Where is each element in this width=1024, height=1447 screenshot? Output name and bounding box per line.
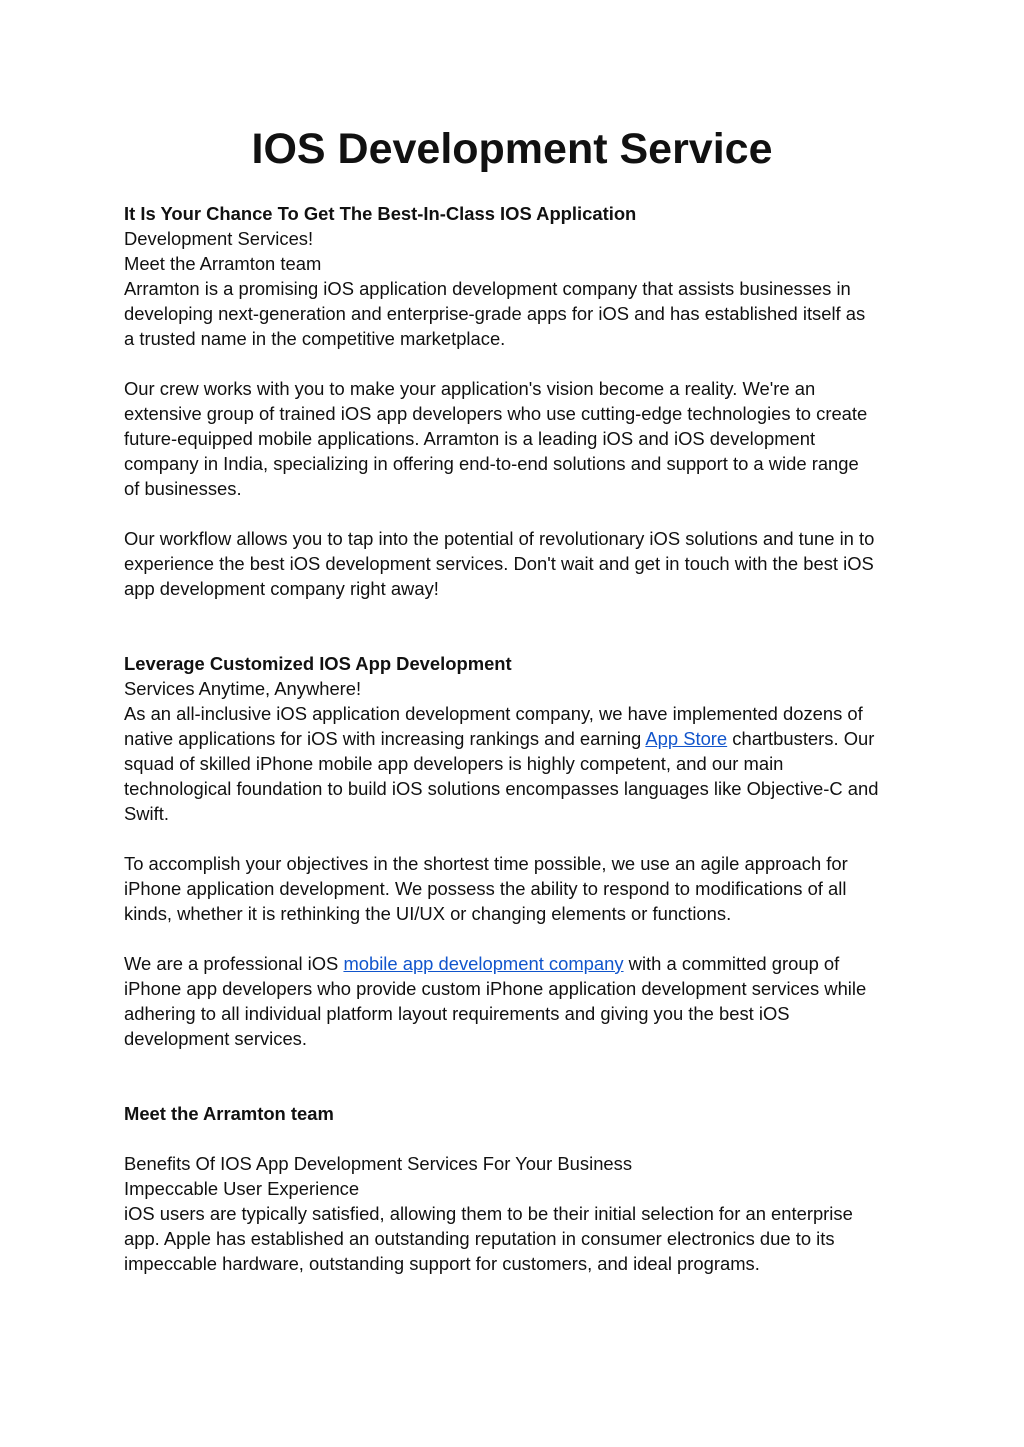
paragraph-gap — [124, 501, 914, 526]
section-heading: It Is Your Chance To Get The Best-In-Class IOS Application — [124, 203, 637, 224]
text-line-with-link — [124, 951, 914, 976]
text-fragment: We are a professional iOS — [124, 953, 344, 974]
text-line: Impeccable User Experience — [124, 1178, 360, 1199]
text-line: As an all-inclusive iOS application development company, we have implemented dozens of — [124, 703, 863, 724]
text-fragment: native applications for iOS with increasing rankings and earning — [124, 728, 646, 749]
section-gap — [124, 1051, 914, 1101]
mobile-app-development-link[interactable]: mobile app development company — [343, 953, 624, 974]
text-line: adhering to all individual platform layout requirements and giving you the best iOS — [124, 1003, 790, 1024]
text-line: development services. — [124, 1028, 307, 1049]
text-fragment: chartbusters. Our — [727, 728, 875, 749]
text-line: technological foundation to build iOS solutions encompasses languages like Objective-C and — [124, 778, 879, 799]
text-line: company in India, specializing in offering end-to-end solutions and support to a wide range — [124, 453, 859, 474]
text-line: a trusted name in the competitive marketplace. — [124, 328, 506, 349]
text-line: squad of skilled iPhone mobile app developers is highly competent, and our main — [124, 753, 784, 774]
paragraph-gap — [124, 926, 914, 951]
document-body — [124, 201, 914, 1276]
text-line: future-equipped mobile applications. Arramton is a leading iOS and iOS development — [124, 428, 816, 449]
text-line: extensive group of trained iOS app developers who use cutting-edge technologies to create — [124, 403, 868, 424]
text-line: Development Services! — [124, 228, 314, 249]
section-heading: Meet the Arramton team — [124, 1103, 334, 1124]
text-line: Swift. — [124, 803, 169, 824]
app-store-link[interactable]: App Store — [645, 728, 728, 749]
text-line-with-link — [124, 726, 914, 751]
text-line: Meet the Arramton team — [124, 253, 322, 274]
text-line: developing next-generation and enterprise-grade apps for iOS and has established itself as — [124, 303, 866, 324]
text-line: kinds, whether it is rethinking the UI/UX or changing elements or functions. — [124, 903, 732, 924]
text-line: iPhone application development. We possess the ability to respond to modifications of all — [124, 878, 847, 899]
text-line: Our crew works with you to make your application's vision become a reality. We're an — [124, 378, 816, 399]
text-line: To accomplish your objectives in the shortest time possible, we use an agile approach for — [124, 853, 848, 874]
page-title: IOS Development Service — [251, 125, 773, 173]
text-line: Benefits Of IOS App Development Services For Your Business — [124, 1153, 633, 1174]
paragraph-gap — [124, 351, 914, 376]
text-line: impeccable hardware, outstanding support for customers, and ideal programs. — [124, 1253, 760, 1274]
text-line: app. Apple has established an outstanding reputation in consumer electronics due to its — [124, 1228, 835, 1249]
text-line: iPhone app developers who provide custom iPhone application development services while — [124, 978, 867, 999]
text-line: Our workflow allows you to tap into the potential of revolutionary iOS solutions and tune in to — [124, 528, 875, 549]
text-line: Arramton is a promising iOS application development company that assists businesses in — [124, 278, 851, 299]
section-heading: Leverage Customized IOS App Development — [124, 653, 512, 674]
text-line: Services Anytime, Anywhere! — [124, 678, 362, 699]
paragraph-gap — [124, 1126, 914, 1151]
text-fragment: with a committed group of — [623, 953, 840, 974]
section-gap — [124, 601, 914, 651]
text-line: app development company right away! — [124, 578, 439, 599]
paragraph-gap — [124, 826, 914, 851]
text-line: of businesses. — [124, 478, 242, 499]
text-line: experience the best iOS development services. Don't wait and get in touch with the best iOS — [124, 553, 874, 574]
text-line: iOS users are typically satisfied, allowing them to be their initial selection for an enterprise — [124, 1203, 853, 1224]
